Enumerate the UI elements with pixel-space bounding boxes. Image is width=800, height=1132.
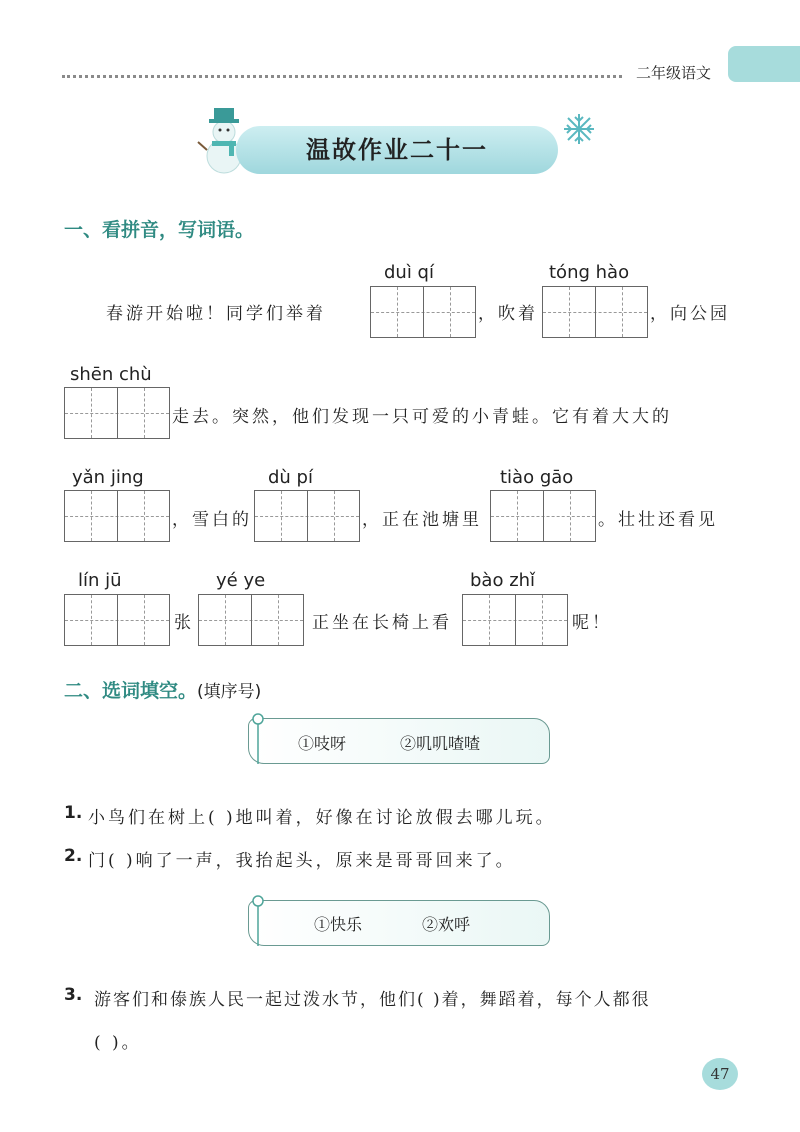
question-number: 1. [64, 803, 83, 823]
writing-grid[interactable] [542, 286, 648, 338]
option-1: ①快乐 [314, 915, 363, 934]
sentence-text: ，向公园 [650, 304, 730, 324]
sentence-text: ，正在池塘里 [362, 510, 482, 530]
sentence-text: ，雪白的 [172, 510, 252, 530]
pinyin: tóng hào [549, 262, 630, 283]
page-title: 温故作业二十一 [306, 136, 488, 164]
sentence-text: 正坐在长椅上看 [312, 613, 452, 633]
section2-title: 二、选词填空。 [64, 680, 198, 702]
sentence-text: 春游开始啦！同学们举着 [106, 304, 326, 324]
word-choice-box [248, 900, 550, 946]
section2-heading [64, 676, 261, 703]
writing-grid[interactable] [64, 387, 170, 439]
pinyin: shēn chù [70, 364, 152, 385]
section2-note: (填序号) [197, 682, 262, 702]
writing-grid[interactable] [462, 594, 568, 646]
option-2: ②叽叽喳喳 [400, 734, 481, 753]
writing-grid[interactable] [64, 490, 170, 542]
word-choice-box [248, 718, 550, 764]
pinyin: yé ye [216, 570, 266, 591]
sentence-text: 走去。突然，他们发现一只可爱的小青蛙。它有着大大的 [172, 407, 672, 427]
writing-grid[interactable] [64, 594, 170, 646]
grade-label: 二年级语文 [636, 64, 712, 82]
question-number: 3. [64, 985, 83, 1005]
pinyin: lín jū [78, 570, 122, 591]
sentence-text: 张 [174, 613, 194, 633]
question-text: 游客们和傣族人民一起过泼水节，他们( )着，舞蹈着，每个人都很 [94, 990, 651, 1010]
writing-grid[interactable] [490, 490, 596, 542]
pinyin: duì qí [384, 262, 434, 283]
header-tab [728, 46, 800, 82]
writing-grid[interactable] [254, 490, 360, 542]
header-dotted-rule [62, 75, 622, 78]
sentence-text: 。壮壮还看见 [598, 510, 718, 530]
question-text-continued: ( )。 [94, 1033, 142, 1053]
question-number: 2. [64, 846, 83, 866]
writing-grid[interactable] [370, 286, 476, 338]
flower-vine-icon [250, 712, 266, 766]
snowflake-icon [562, 112, 596, 146]
question-text: 门( )响了一声，我抬起头，原来是哥哥回来了。 [88, 851, 516, 871]
section1-heading: 一、看拼音，写词语。 [64, 219, 255, 241]
question-text: 小鸟们在树上( )地叫着，好像在讨论放假去哪儿玩。 [88, 808, 556, 828]
option-1: ①吱呀 [298, 734, 347, 753]
pinyin: yǎn jing [72, 467, 144, 488]
sentence-text: 呢！ [572, 613, 612, 633]
pinyin: tiào gāo [500, 467, 574, 488]
flower-vine-icon [250, 894, 266, 948]
pinyin: dù pí [268, 467, 313, 488]
page-number: 47 [702, 1058, 738, 1090]
option-2: ②欢呼 [422, 915, 471, 934]
pinyin: bào zhǐ [470, 570, 536, 591]
sentence-text: ，吹着 [478, 304, 538, 324]
writing-grid[interactable] [198, 594, 304, 646]
